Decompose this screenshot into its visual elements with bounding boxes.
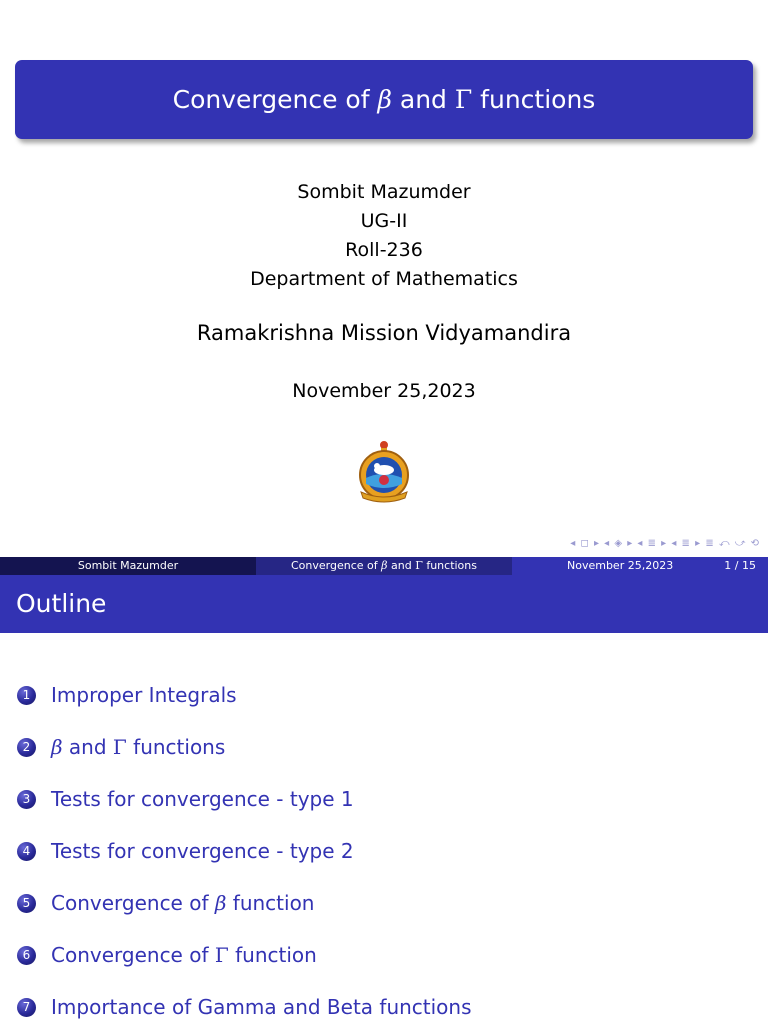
presentation-title: Convergence of β and Γ functions (172, 85, 596, 114)
course: UG-II (360, 210, 408, 232)
outline-item[interactable]: 7 Importance of Gamma and Beta functions (17, 995, 472, 1019)
footer-title: Convergence of β and Γ functions (256, 557, 512, 575)
outline-item[interactable]: 5 Convergence of β function (17, 891, 314, 915)
footer-page-number: 1 / 15 (724, 559, 756, 572)
footer-date-page (512, 557, 768, 575)
outline-item[interactable]: 6 Convergence of Γ function (17, 943, 317, 967)
item-number-ball: 2 (17, 738, 36, 757)
title-box (15, 60, 753, 139)
outline-item[interactable]: 2 β and Γ functions (17, 735, 225, 759)
roll-number: Roll-236 (345, 239, 423, 261)
author-block (0, 178, 768, 294)
item-number-ball: 7 (17, 998, 36, 1017)
department: Department of Mathematics (250, 268, 518, 290)
beamer-navigation-icons[interactable]: ◂ ◻ ▸ ◂ ◈ ▸ ◂ ≣ ▸ ◂ ≣ ▸ ≣ ⤺ ⤻ ⟲ (570, 538, 760, 549)
item-number-ball: 6 (17, 946, 36, 965)
item-number-ball: 5 (17, 894, 36, 913)
author-name: Sombit Mazumder (297, 181, 471, 203)
outline-item[interactable]: 3 Tests for convergence - type 1 (17, 787, 354, 811)
item-number-ball: 1 (17, 686, 36, 705)
outline-heading: Outline (16, 589, 107, 618)
footer-date: November 25,2023 (567, 559, 674, 572)
outline-heading-bar (0, 575, 768, 633)
item-number-ball: 3 (17, 790, 36, 809)
footer-author: Sombit Mazumder (0, 557, 256, 575)
slide-footer (0, 557, 768, 575)
outline-item[interactable]: 4 Tests for convergence - type 2 (17, 839, 354, 863)
item-number-ball: 4 (17, 842, 36, 861)
presentation-date: November 25,2023 (292, 380, 476, 402)
institution: Ramakrishna Mission Vidyamandira (196, 321, 572, 345)
institution-emblem-icon (355, 440, 413, 506)
outline-list (0, 633, 768, 1024)
outline-item[interactable]: 1 Improper Integrals (17, 683, 237, 707)
